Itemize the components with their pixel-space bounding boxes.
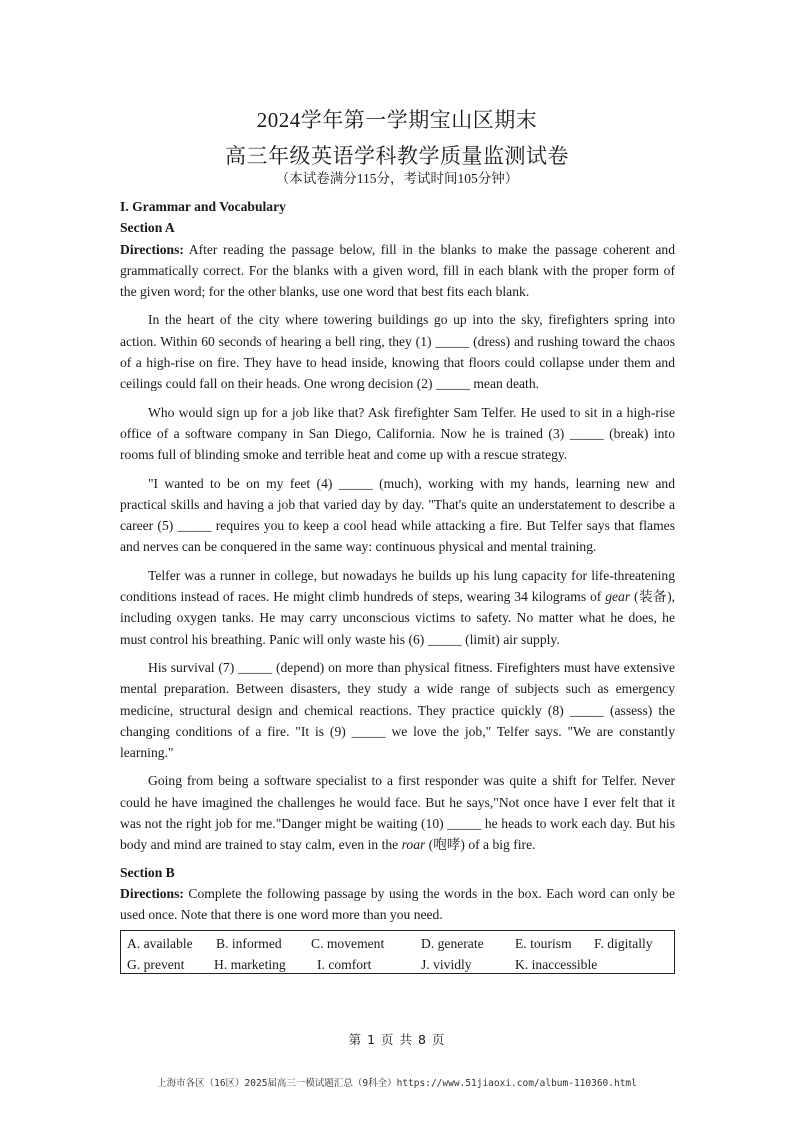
passage-paragraph-6 — [120, 770, 675, 855]
word-option: J. vividly — [421, 956, 472, 972]
word-option: F. digitally — [594, 935, 653, 951]
passage-paragraph-2: Who would sign up for a job like that? Ask firefighter Sam Telfer. He used to sit in a high-rise office of a software company in San Diego, California. Now he is trained (3) _____ (break) into rooms full of blinding smoke and terrible heat and come up with a rescue strategy. — [120, 404, 675, 463]
paragraph-6-text-a: Going from being a software specialist to a first responder was quite a shift for Telfer. Never could he have imagined the challenges he would face. But he says,"Not once have I ever felt that it was not the right job for me."Danger might be waiting (10) _____ he heads to work each day. But his body and mind are trained to stay calm, even in the — [120, 773, 675, 853]
exam-content — [120, 196, 675, 974]
section-a-directions — [120, 239, 675, 303]
footer-source: 上海市各区（16区）2025届高三一模试题汇总（9科全）https://www.51jiaoxi.com/album-110360.html — [157, 1078, 637, 1089]
passage-paragraph-5: His survival (7) _____ (depend) on more than physical fitness. Firefighters must have extensive mental preparation. Between disasters, they study a wide range of subjects such as emergency medicine, structural design and chemical reactions. They practice quickly (8) _____ (assess) the changing conditions of a fire. "It is (9) _____ we love the job," Telfer says. "We are constantly learning." — [120, 659, 675, 761]
paragraph-4-text-b: (装备), including oxygen tanks. He may carry unconscious victims to safety. No matter what he does, he must control his breathing. Panic will only waste his (6) _____ (limit) air supply. — [120, 589, 675, 647]
word-box — [120, 930, 675, 974]
paragraph-4-text-a: Telfer was a runner in college, but nowadays he builds up his lung capacity for life-threatening conditions instead of races. He might climb hundreds of steps, wearing 34 kilograms of — [120, 567, 675, 605]
word-option: G. prevent — [127, 956, 185, 972]
passage-paragraph-1: In the heart of the city where towering buildings go up into the sky, firefighters spring into action. Within 60 seconds of hearing a bell ring, they (1) _____ (dress) and rushing toward the chaos of a high-rise on fire. They have to head inside, knowing that floors could collapse under them and ceilings could fall on their heads. One wrong decision (2) _____ mean death. — [120, 312, 675, 392]
paragraph-6-text-b: (咆哮) of a big fire. — [425, 837, 536, 853]
section-b-directions — [120, 883, 675, 926]
word-option: D. generate — [421, 935, 484, 951]
section-b-heading: Section B — [120, 864, 175, 880]
page-number: 第 1 页 共 8 页 — [348, 1032, 446, 1047]
exam-title-line2: 高三年级英语学科教学质量监测试卷 — [225, 144, 569, 168]
directions-label: Directions: — [120, 241, 184, 257]
word-option: B. informed — [216, 935, 282, 951]
word-option: H. marketing — [214, 956, 286, 972]
word-option: I. comfort — [317, 956, 372, 972]
directions-text: After reading the passage below, fill in the blanks to make the passage coherent and grammatically correct. For the blanks with a given word, fill in each blank with the proper form of the given word; for the other blanks, use one word that best fits each blank. — [120, 241, 675, 300]
paragraph-6-italic-word: roar — [401, 837, 426, 853]
directions-text: Complete the following passage by using the words in the box. Each word can only be used once. Note that there is one word more than you need. — [120, 885, 675, 923]
section-a-heading: Section A — [120, 220, 175, 236]
exam-subtitle: （本试卷满分115分，考试时间105分钟） — [275, 171, 519, 186]
passage-paragraph-4 — [120, 565, 675, 650]
paragraph-4-italic-word: gear — [605, 589, 631, 605]
passage-paragraph-3: "I wanted to be on my feet (4) _____ (much), working with my hands, learning new and practical skills and having a job that varied day by day. "That's quite an understatement to describe a career (5) _____ requires you to keep a cool head while attacking a fire. But Telfer says that flames and nerves can be conquered in the same way: continuous physical and mental training. — [120, 475, 675, 555]
word-option: E. tourism — [515, 935, 572, 951]
word-option: A. available — [127, 935, 193, 951]
part-heading: I. Grammar and Vocabulary — [120, 199, 286, 214]
exam-title-line1: 2024学年第一学期宝山区期末 — [256, 108, 538, 132]
word-option: C. movement — [311, 935, 385, 951]
word-option: K. inaccessible — [515, 956, 598, 972]
directions-label: Directions: — [120, 885, 184, 901]
